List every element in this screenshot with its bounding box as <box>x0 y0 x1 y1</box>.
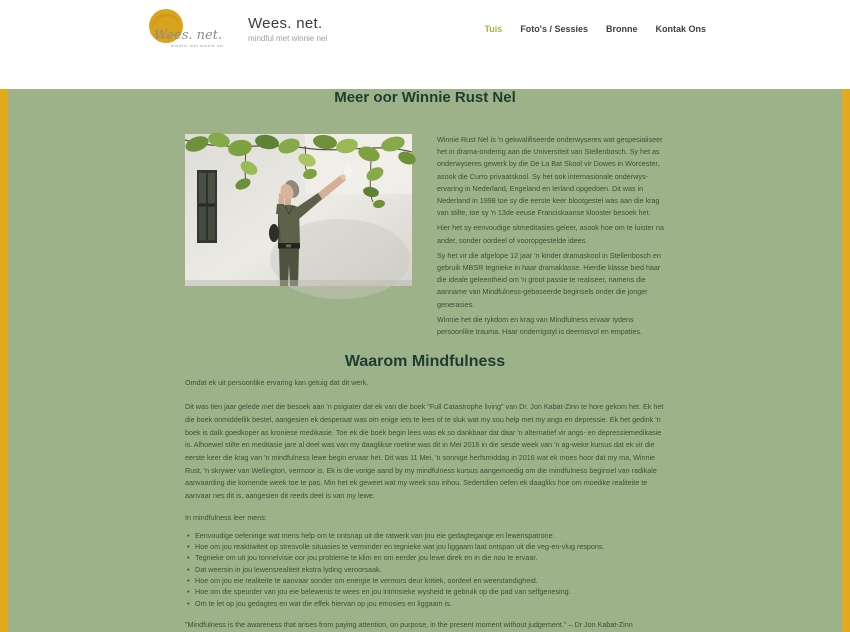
mindfulness-bullet: • Eenvoudige oefeninge wat mens help om te ontsnap uit die ratwerk van jou eie gedagtegange en lewenspatrone. <box>185 530 665 541</box>
about-section <box>185 134 665 341</box>
nav-item-foto-s-sessies[interactable]: Foto's / Sessies <box>520 23 588 34</box>
why-intro: Omdat ek uit persoonlike ervaring kan getuig dat dit werk. <box>185 378 369 388</box>
window-shape <box>197 170 217 243</box>
mindfulness-bullet: • Dat weersin in jou lewensrealiteit ekstra lyding veroorsaak. <box>185 564 665 575</box>
site-title: Wees. net. <box>248 14 323 32</box>
winnie-photo <box>185 134 412 286</box>
kabat-zinn-quote: "Mindfulness is the awareness that arises from paying attention, on purpose, in the present moment without judgement." – Dr Jon Kabat-Zinn <box>185 619 633 629</box>
page-content <box>0 89 850 632</box>
site-header <box>0 0 850 57</box>
nav-item-tuis[interactable]: Tuis <box>484 23 503 34</box>
mindfulness-bullet-list <box>185 530 665 609</box>
bullet-list-intro: In mindfulness leer mens: <box>185 512 267 522</box>
mindfulness-bullet: • Hoe om jou eie realiteite te aanvaar sonder om energie te vermors deur kritiek, oordeel en weerstandigheid. <box>185 575 665 586</box>
about-heading: Meer oor Winnie Rust Nel <box>334 89 516 106</box>
mindfulness-bullet: • Hoe om die speurder van jou eie belewenis te wees en jou intrinsieke wysheid te gebruik op die pad van selfgenesing. <box>185 586 665 597</box>
logo-scribble-icon <box>144 6 236 52</box>
nav-item-kontak-ons[interactable]: Kontak Ons <box>655 23 706 34</box>
logo-sub-text: mindful met winnie nel <box>171 43 225 48</box>
why-story: Dit was tien jaar gelede met die besoek aan 'n psigiater dat ek van die boek "Full Catastrophe living" van Dr. Jon Kabat-Zinn te hore gekom het. Ek het die boek onmiddellik bestel, aangesien ek desperaat was om enige iets te lees of te sluk wat my sou help met my angs en depressie. Ek het gedink 'n boek is dalk goedkoper as kroniese medikasie. Toe ek die boek begin lees was ek so dankbaar dat daar 'n alternatief vir angs- en depressiemedikasie is. Alhoewel stilte en meditasie jare al deel was van my daaglikse roetine was dit in Mei 2016 in die sesde week van 'n ag-weke kursus dat ek vir die eerste keer die krag van 'n mindfulness lewe begin ervaar het. Dit was 11 Mei, 'n sonnige herfsmiddag in 2016 wat ek moes hoor dat my ma, Winnie Rust, 'n skrywer van Wellington, vermoor is. Ek is die vorige aand by my mindfulness kursus aangemoedig om die mindfulness beginsel van radikale aanvaarding die komende week toe te pas. Min het ek geweet wat my week sou inhou. Sedertdien oefen ek daagliks hoe om moeilike realiteite te aanvaar nes dit is, aangesien dit reeds deel is van my lewe. <box>185 402 664 501</box>
site-title-block <box>248 15 327 43</box>
about-paragraph: Winnie het die rykdom en krag van Mindfulness ervaar tydens persoonlike trauma. Haar onderrigstyl is deernisvol en empaties. <box>437 314 642 337</box>
main-nav <box>484 24 706 34</box>
logo-script-text: Wees. net. <box>154 27 223 43</box>
nav-item-bronne[interactable]: Bronne <box>605 23 638 34</box>
mindfulness-bullet: • Tegnieke om uit jou tonnelvisie oor jou probleme te klim en om eerder jou lewe direk en in die nou te ervaar. <box>185 552 665 563</box>
mindfulness-bullet: • Hoe om jou reaktiwiteit op stresvolle situasies te verminder en tegnieke wat jou liggaam laat ontspan uit die veg-en-vlug respons. <box>185 541 665 552</box>
why-heading: Waarom Mindfulness <box>344 353 506 371</box>
site-subtitle: mindful met winnie nel <box>248 33 328 43</box>
photo-illustration <box>185 134 412 286</box>
site-logo[interactable] <box>144 6 236 52</box>
about-paragraph: Winnie Rust Nel is 'n gekwalifiseerde onderwyseres wat gespesialiseer het in drama-onderrig aan die Universiteit van Stellenbosch. Sy het as onderwyseres gewerk by die De La Bat Skool vir Dowes in Worcester, asook die Curro privaatskool. Sy het ook internasionale onderwys-ervaring in Nederland, Engeland en Ierland opgedoen. Dit was in Nederland in 1998 toe sy die eerste keer blootgestel was aan die krag van stilte, toe sy 'n 13de eeuse Franciskaanse klooster besoek het. <box>437 135 663 218</box>
mindfulness-bullet: • Om te let op jou gedagtes en wat die effek hiervan op jou emosies en liggaam is. <box>185 598 665 609</box>
about-paragraphs <box>437 134 665 341</box>
about-paragraph: Hier het sy eenvoudige sitmeditasies geleer, asook hoe om te luister na ander, sonder oordeel of vooropgestelde idees. <box>437 223 664 245</box>
about-paragraph: Sy het vir die afgelope 12 jaar 'n kinder dramaskool in Stellenbosch en gebruik MBSR tegnieke in haar dramaklasse. Hierdie klasse bied haar die ideale geleentheid om 'n groot passie te realiseer, namens die aanname van Mindfulness-gebaseerde beginsels onder die jonger generasies. <box>437 250 661 309</box>
